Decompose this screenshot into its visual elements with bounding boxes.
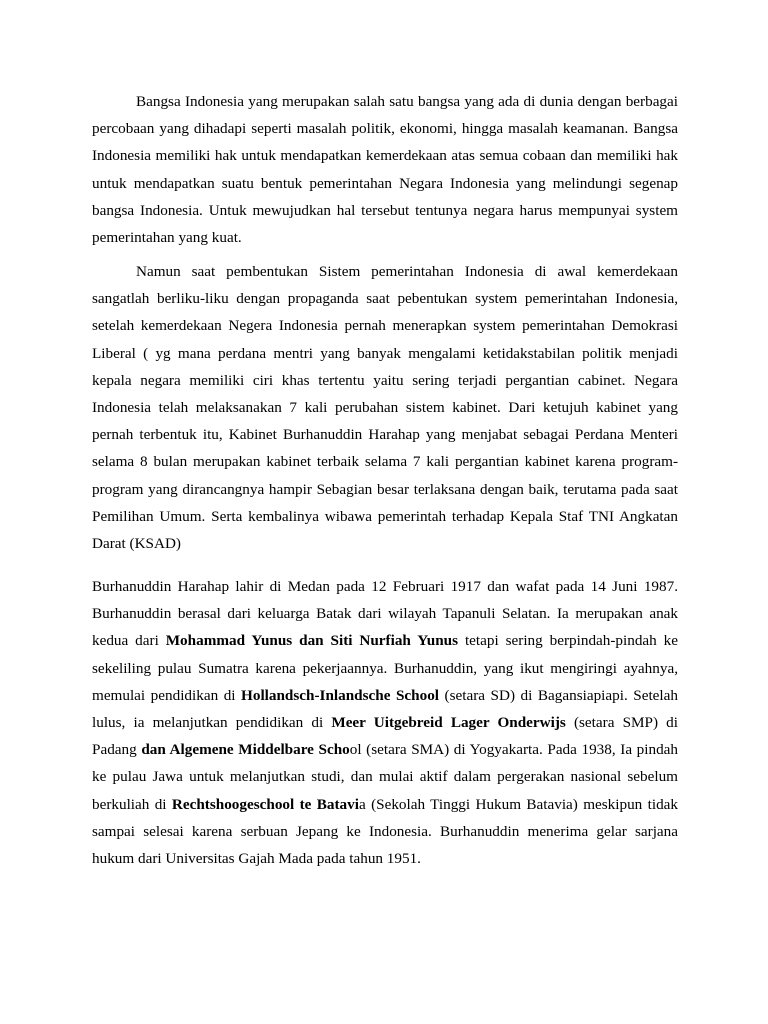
school-name-rechtshoogeschool: Rechtshoogeschool te Batavi	[171, 795, 359, 813]
biography-text: Burhanuddin Harahap lahir di Medan pada 12 Februari 1917 dan wafat pada 14 Juni 1987. Burhanuddin berasal dari keluarga Batak dari wilayah Tapanuli Selatan. Ia merupakan anak kedua dari	[92, 578, 678, 650]
biography-text: a (Sekolah Tinggi Hukum Batavia) meskipun tidak sampai selesai karena serbuan Jepang ke Indonesia. Burhanuddin menerima gelar sarjana hukum dari Universitas Gajah Mada pada tahun 1951.	[92, 795, 679, 868]
biography-text: ol (setara SMA) di Yogyakarta. Pada 1938, Ia pindah ke pulau Jawa untuk melanjutkan studi, dan mulai aktif dalam pergerakan nasional sebelum berkuliah di	[92, 741, 678, 813]
paragraph-introduction: Bangsa Indonesia yang merupakan salah satu bangsa yang ada di dunia dengan berbagai percobaan yang dihadapi seperti masalah politik, ekonomi, hingga masalah keamanan. Bangsa Indonesia memiliki hak untuk mendapatkan kemerdekaan atas semua cobaan dan memiliki hak untuk mendapatkan suatu bentuk pemerintahan Negara Indonesia yang melindungi segenap bangsa Indonesia. Untuk mewujudkan hal tersebut tentunya negara harus mempunyai system pemerintahan yang kuat.	[92, 93, 678, 247]
school-name-his: Hollandsch-Inlandsche School	[241, 686, 440, 704]
parents-names: Mohammad Yunus dan Siti Nurfiah Yunus	[165, 632, 459, 650]
biography-text: tetapi sering berpindah-pindah ke sekeliling pulau Sumatra karena pekerjaannya. Burhanuddin, yang ikut mengiringi ayahnya, memulai pendidikan di	[92, 632, 679, 704]
school-name-mulo: Meer Uitgebreid Lager Onderwijs	[331, 714, 566, 732]
paragraph-government-system: Namun saat pembentukan Sistem pemerintahan Indonesia di awal kemerdekaan sangatlah berliku-liku dengan propaganda saat pebentukan system pemerintahan Indonesia, setelah kemerdekaan Negera Indonesia pernah menerapkan system pemerintahan Demokrasi Liberal ( yg mana perdana mentri yang banyak mengalami ketidakstabilan politik menjadi kepala negara memiliki ciri khas tertentu yaitu sering terjadi pergantian cabinet. Negara Indonesia telah melaksanakan 7 kali perubahan sistem kabinet. Dari ketujuh kabinet yang pernah terbentuk itu, Kabinet Burhanuddin Harahap yang menjabat sebagai Perdana Menteri selama 8 bulan merupakan kabinet terbaik selama 7 kali pergantian kabinet karena program-program yang dirancangnya hampir Sebagian besar terlaksana dengan baik, terutama pada saat Pemilihan Umum. Serta kembalinya wibawa pemerintah terhadap Kepala Staf TNI Angkatan Darat (KSAD)	[92, 263, 678, 553]
biography-text: (setara SD) di Bagansiapiapi. Setelah lulus, ia melanjutkan pendidikan di	[92, 686, 678, 732]
paragraph-biography	[92, 573, 678, 872]
school-name-ams: dan Algemene Middelbare Scho	[141, 741, 350, 759]
biography-text: (setara SMP) di Padang	[92, 714, 678, 759]
